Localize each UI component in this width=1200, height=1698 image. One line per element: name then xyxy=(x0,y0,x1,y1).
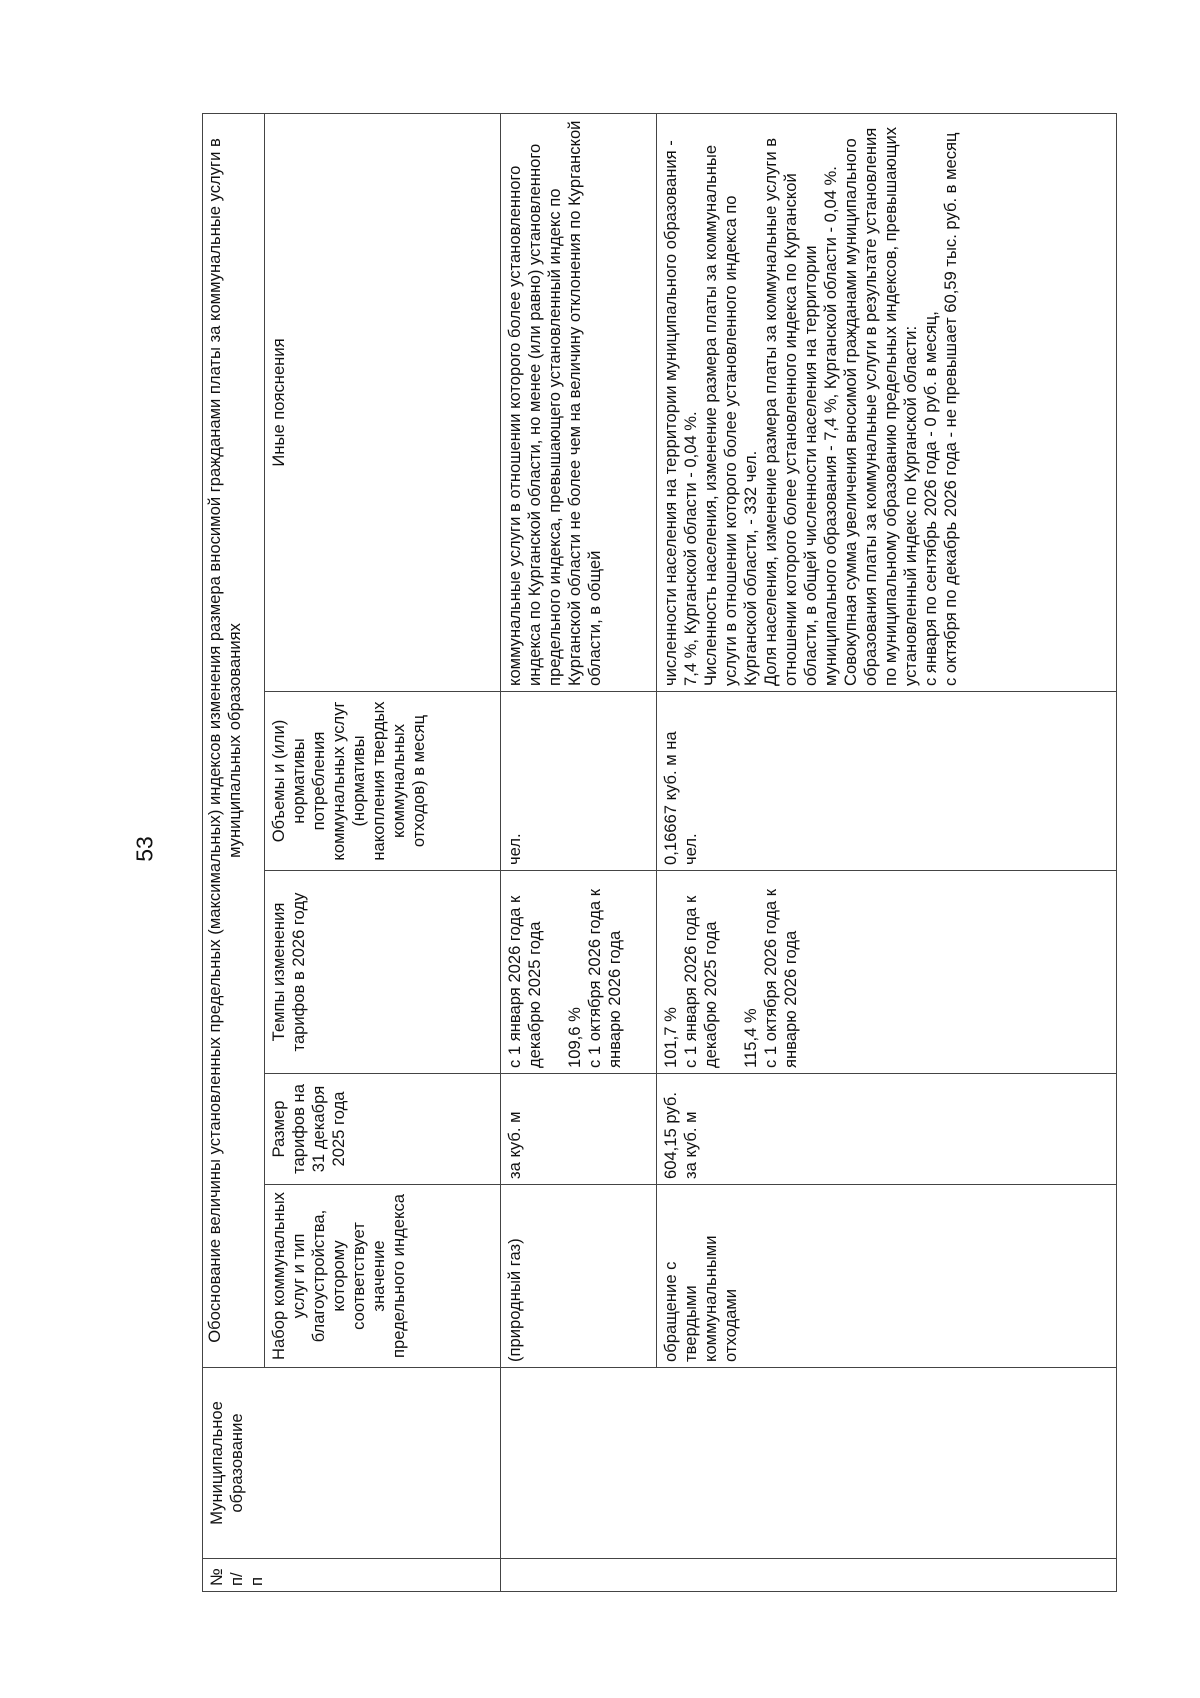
header-service-set: Набор коммунальных услуг и тип благоустройства, которому соответствует значение предельного индекса xyxy=(265,1185,501,1368)
row-municipality xyxy=(501,1368,1117,1559)
rate-value-1: 101,7 % xyxy=(661,1007,680,1068)
rotated-page xyxy=(202,114,1118,1592)
note-line: Численность населения, изменение размера платы за коммунальные услуги в отношении которого более установленного индекса по Курганской области, - 332 чел. xyxy=(701,144,760,686)
row-volume: чел. xyxy=(501,692,657,871)
header-row-1 xyxy=(203,113,265,1591)
rate-value-2: 109,6 % xyxy=(565,1007,584,1068)
row-tariff: 604,15 руб. за куб. м xyxy=(657,1074,1117,1185)
header-num: № п/п xyxy=(203,1559,501,1592)
header-volumes: Объемы и (или) нормативы потребления коммунальных услуг (нормативы накопления твердых коммунальных отходов) в месяц xyxy=(265,692,501,871)
note-line: с октября по декабрь 2026 года - не превышает 60,59 тыс. руб. в месяц xyxy=(941,132,960,686)
header-tariff-size: Размер тарифов на 31 декабря 2025 года xyxy=(265,1074,501,1185)
note-line: с января по сентябрь 2026 года - 0 руб. в месяц, xyxy=(921,311,940,686)
rate-value-2: 115,4 % xyxy=(741,1008,760,1068)
row-service: (природный газ) xyxy=(501,1185,657,1368)
header-justification-title: Обоснование величины установленных предельных (максимальных) индексов изменения размера вносимой гражданами платы за коммунальные услуги в муниципальных образованиях xyxy=(203,113,265,1367)
rate-period-1: с 1 января 2026 года к декабрю 2025 года xyxy=(505,895,544,1068)
table-row xyxy=(501,113,657,1591)
row-num xyxy=(501,1559,1117,1592)
note-line: Совокупная сумма увеличения вносимой гражданами муниципального образования платы за коммунальные услуги в результате установления по муниципальному образованию предельных индексов, превышающих установленный индекс по Курганской области: xyxy=(841,126,920,686)
row-notes: коммунальные услуги в отношении которого более установленного индекса по Курганской области, но менее (или равно) установленного предельного индекса, превышающего установленный индекс по Курганской области не более чем на величину отклонения по Курганской области, в общей xyxy=(501,113,657,691)
row-rates xyxy=(657,871,1117,1074)
rate-period-2: с 1 октября 2026 года к январю 2026 года xyxy=(761,888,800,1068)
tariff-justification-table xyxy=(202,113,1117,1592)
row-tariff: за куб. м xyxy=(501,1074,657,1185)
note-line: Доля населения, изменение размера платы за коммунальные услуги в отношении которого более установленного индекса по Курганской области, в общей численности населения на территории муниципального образования - 7,4 %, Курганской области - 0,04 %. xyxy=(761,137,840,686)
header-municipality: Муниципальное образование xyxy=(203,1368,501,1559)
note-line: численности населения на территории муниципального образования - 7,4 %, Курганской области - 0,04 %. xyxy=(661,140,700,686)
row-volume: 0,16667 куб. м на чел. xyxy=(657,692,1117,871)
rate-period-1: с 1 января 2026 года к декабрю 2025 года xyxy=(681,895,720,1068)
rate-period-2: с 1 октября 2026 года к январю 2026 года xyxy=(585,888,624,1068)
page-number: 53 xyxy=(131,836,158,862)
header-tariff-rates: Темпы изменения тарифов в 2026 году xyxy=(265,871,501,1074)
header-other-notes: Иные пояснения xyxy=(265,113,501,691)
row-service: обращение с твердыми коммунальными отходами xyxy=(657,1185,1117,1368)
row-rates xyxy=(501,871,657,1074)
row-notes xyxy=(657,113,1117,691)
